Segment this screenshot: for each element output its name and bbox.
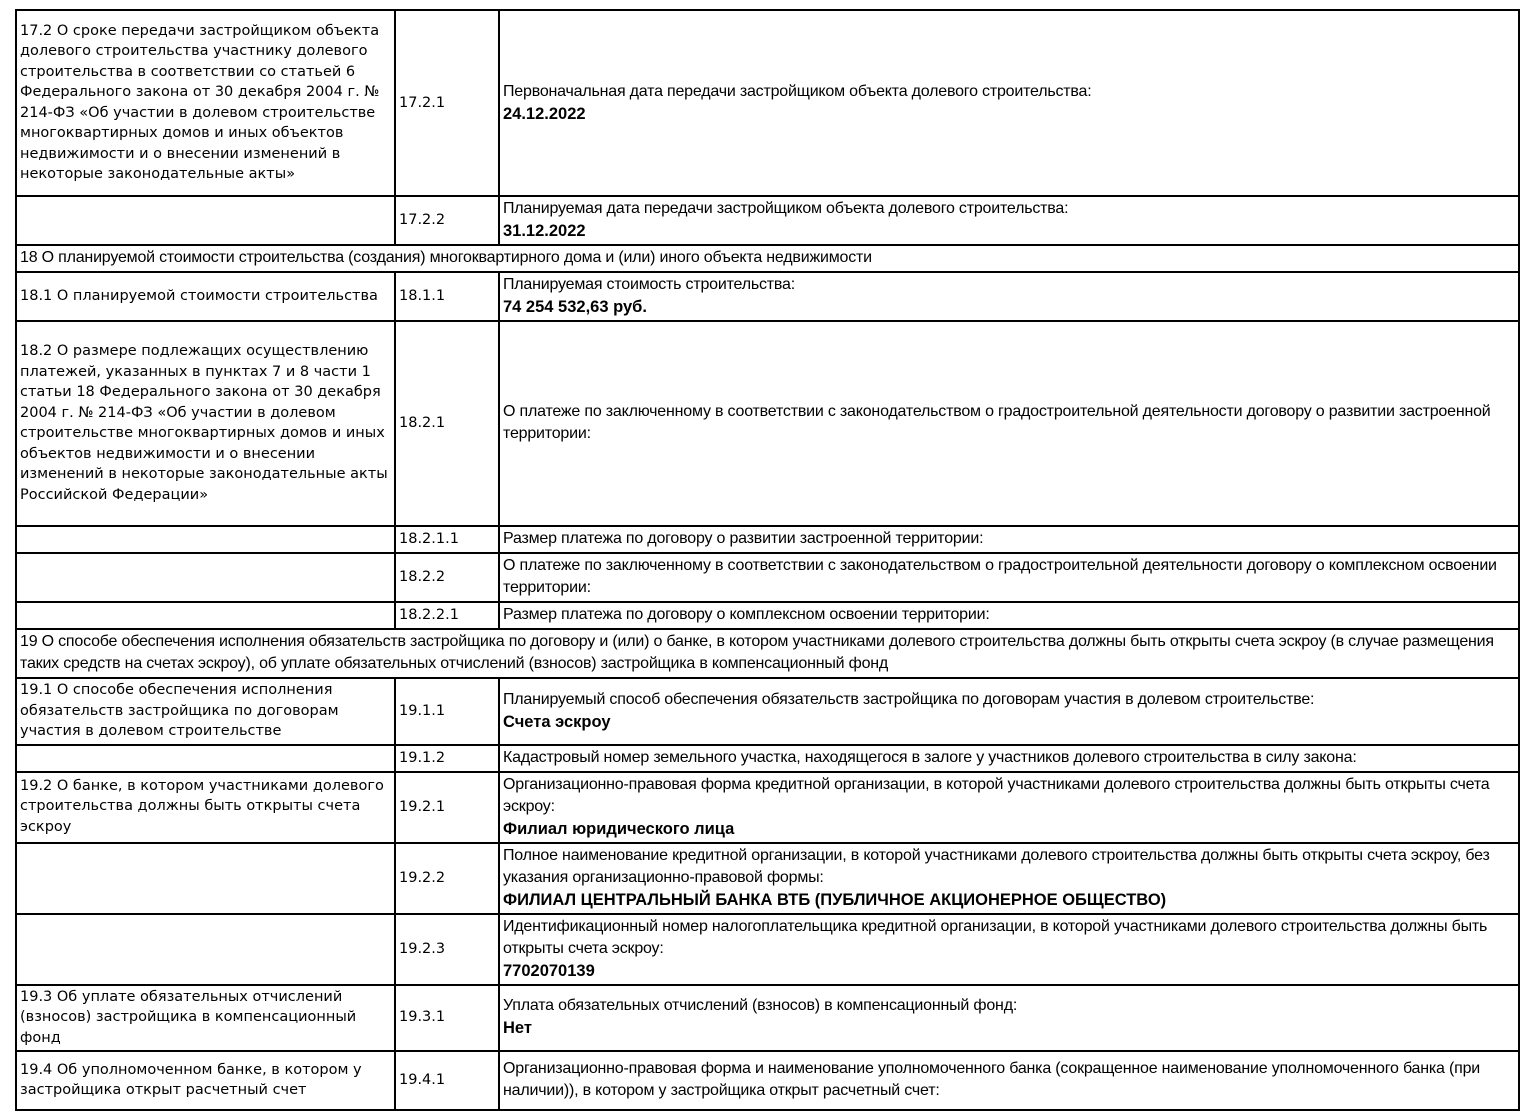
field-label: Организационно-правовая форма и наименование уполномоченного банка (сокращенное наименование уполномоченного банка (при наличии)), в котором у застройщика открыт расчетный счет: bbox=[503, 1060, 1481, 1099]
item-number: 18.2.1.1 bbox=[395, 526, 499, 553]
table-row bbox=[16, 1051, 1519, 1110]
field-label: Полное наименование кредитной организации, в которой участниками долевого строительства должны быть открыты счета эскроу, без указания организационно-правовой формы: bbox=[503, 846, 1490, 886]
field-value: 7702070139 bbox=[503, 961, 595, 980]
table-row bbox=[16, 772, 1519, 843]
field-label: Идентификационный номер налогоплательщика кредитной организации, в которой участниками долевого строительства должны быть открыты счета эскроу: bbox=[503, 917, 1488, 957]
item-number: 19.2.3 bbox=[395, 914, 499, 985]
field-label: О платеже по заключенному в соответствии с законодательством о градостроительной деятельности договору о развитии застроенной территории: bbox=[503, 403, 1491, 442]
section-description bbox=[16, 602, 395, 629]
table-row bbox=[16, 914, 1519, 985]
section-description: 19.1 О способе обеспечения исполнения обязательств застройщика по договорам участия в долевом строительстве bbox=[16, 678, 395, 745]
table-row bbox=[16, 196, 1519, 245]
declaration-table bbox=[15, 9, 1520, 1111]
field-label: Размер платежа по договору о развитии застроенной территории: bbox=[503, 530, 984, 547]
section-header: 19 О способе обеспечения исполнения обязательств застройщика по договору и (или) о банке, в котором участниками долевого строительства должны быть открыты счета эскроу (в случае размещения таких средств на счетах эскроу), об уплате обязательных отчислений (взносов) застройщика в компенсационный фонд bbox=[16, 629, 1519, 678]
item-number: 19.1.2 bbox=[395, 745, 499, 772]
field-label: Первоначальная дата передачи застройщиком объекта долевого строительства: bbox=[503, 82, 1092, 100]
table-row bbox=[16, 678, 1519, 745]
item-content bbox=[499, 10, 1519, 196]
section-description: 17.2 О сроке передачи застройщиком объекта долевого строительства участнику долевого строительства в соответствии со статьей 6 Федерального закона от 30 декабря 2004 г. № 214-ФЗ «Об участии в долевом строительстве многоквартирных домов и иных объектов недвижимости и о внесении изменений в некоторые законодательные акты» bbox=[16, 10, 395, 196]
field-label: Планируемая стоимость строительства: bbox=[503, 276, 795, 293]
item-content bbox=[499, 602, 1519, 629]
section-description: 18.1 О планируемой стоимости строительства bbox=[16, 272, 395, 321]
item-number: 18.1.1 bbox=[395, 272, 499, 321]
field-value: Нет bbox=[503, 1019, 532, 1038]
section-description: 18.2 О размере подлежащих осуществлению платежей, указанных в пунктах 7 и 8 части 1 статьи 18 Федерального закона от 30 декабря 2004 г. № 214-ФЗ «Об участии в долевом строительстве многоквартирных домов и иных объектов недвижимости и о внесении изменений в некоторые законодательные акты Российской Федерации» bbox=[16, 321, 395, 526]
item-number: 17.2.2 bbox=[395, 196, 499, 245]
field-label: О платеже по заключенному в соответствии с законодательством о градостроительной деятельности договору о комплексном освоении территории: bbox=[503, 557, 1497, 596]
section-description: 19.2 О банке, в котором участниками долевого строительства должны быть открыты счета эскроу bbox=[16, 772, 395, 843]
table-row bbox=[16, 272, 1519, 321]
table-row bbox=[16, 985, 1519, 1052]
section-header: 18 О планируемой стоимости строительства (создания) многоквартирного дома и (или) иного объекта недвижимости bbox=[16, 245, 1519, 272]
field-value: 31.12.2022 bbox=[503, 222, 586, 240]
field-value: Филиал юридического лица bbox=[503, 819, 735, 838]
item-number: 19.1.1 bbox=[395, 678, 499, 745]
item-content bbox=[499, 843, 1519, 914]
field-value: Счета эскроу bbox=[503, 712, 611, 731]
item-content bbox=[499, 914, 1519, 985]
item-number: 18.2.1 bbox=[395, 321, 499, 526]
item-number: 18.2.2 bbox=[395, 553, 499, 602]
section-header-row bbox=[16, 245, 1519, 272]
item-content bbox=[499, 553, 1519, 602]
item-number: 19.3.1 bbox=[395, 985, 499, 1052]
item-content bbox=[499, 321, 1519, 526]
section-description bbox=[16, 196, 395, 245]
section-description bbox=[16, 843, 395, 914]
section-description bbox=[16, 526, 395, 553]
item-content bbox=[499, 678, 1519, 745]
field-value: 24.12.2022 bbox=[503, 104, 586, 123]
section-description bbox=[16, 745, 395, 772]
table-row bbox=[16, 745, 1519, 772]
section-description: 19.4 Об уполномоченном банке, в котором у застройщика открыт расчетный счет bbox=[16, 1051, 395, 1110]
item-content bbox=[499, 745, 1519, 772]
item-content bbox=[499, 196, 1519, 245]
section-header-row bbox=[16, 629, 1519, 678]
item-number: 19.2.1 bbox=[395, 772, 499, 843]
item-content bbox=[499, 272, 1519, 321]
table-row bbox=[16, 553, 1519, 602]
field-label: Кадастровый номер земельного участка, находящегося в залоге у участников долевого строительства в силу закона: bbox=[503, 748, 1357, 766]
item-content bbox=[499, 526, 1519, 553]
field-label: Планируемая дата передачи застройщиком объекта долевого строительства: bbox=[503, 200, 1069, 217]
item-number: 19.2.2 bbox=[395, 843, 499, 914]
field-value: 74 254 532,63 руб. bbox=[503, 298, 647, 316]
section-description bbox=[16, 914, 395, 985]
item-content bbox=[499, 1051, 1519, 1110]
field-value: ФИЛИАЛ ЦЕНТРАЛЬНЫЙ БАНКА ВТБ (ПУБЛИЧНОЕ АКЦИОНЕРНОЕ ОБЩЕСТВО) bbox=[503, 890, 1167, 909]
table-row bbox=[16, 321, 1519, 526]
item-content bbox=[499, 772, 1519, 843]
field-label: Размер платежа по договору о комплексном освоении территории: bbox=[503, 606, 990, 623]
field-label: Организационно-правовая форма кредитной организации, в которой участниками долевого строительства должны быть открыты счета эскроу: bbox=[503, 775, 1490, 815]
field-label: Уплата обязательных отчислений (взносов) в компенсационный фонд: bbox=[503, 997, 1018, 1015]
section-description: 19.3 Об уплате обязательных отчислений (взносов) застройщика в компенсационный фонд bbox=[16, 985, 395, 1052]
table-row bbox=[16, 526, 1519, 553]
item-number: 19.4.1 bbox=[395, 1051, 499, 1110]
table-row bbox=[16, 602, 1519, 629]
item-number: 17.2.1 bbox=[395, 10, 499, 196]
table-row bbox=[16, 843, 1519, 914]
table-row bbox=[16, 10, 1519, 196]
field-label: Планируемый способ обеспечения обязательств застройщика по договорам участия в долевом строительстве: bbox=[503, 690, 1315, 708]
item-content bbox=[499, 985, 1519, 1052]
section-description bbox=[16, 553, 395, 602]
item-number: 18.2.2.1 bbox=[395, 602, 499, 629]
